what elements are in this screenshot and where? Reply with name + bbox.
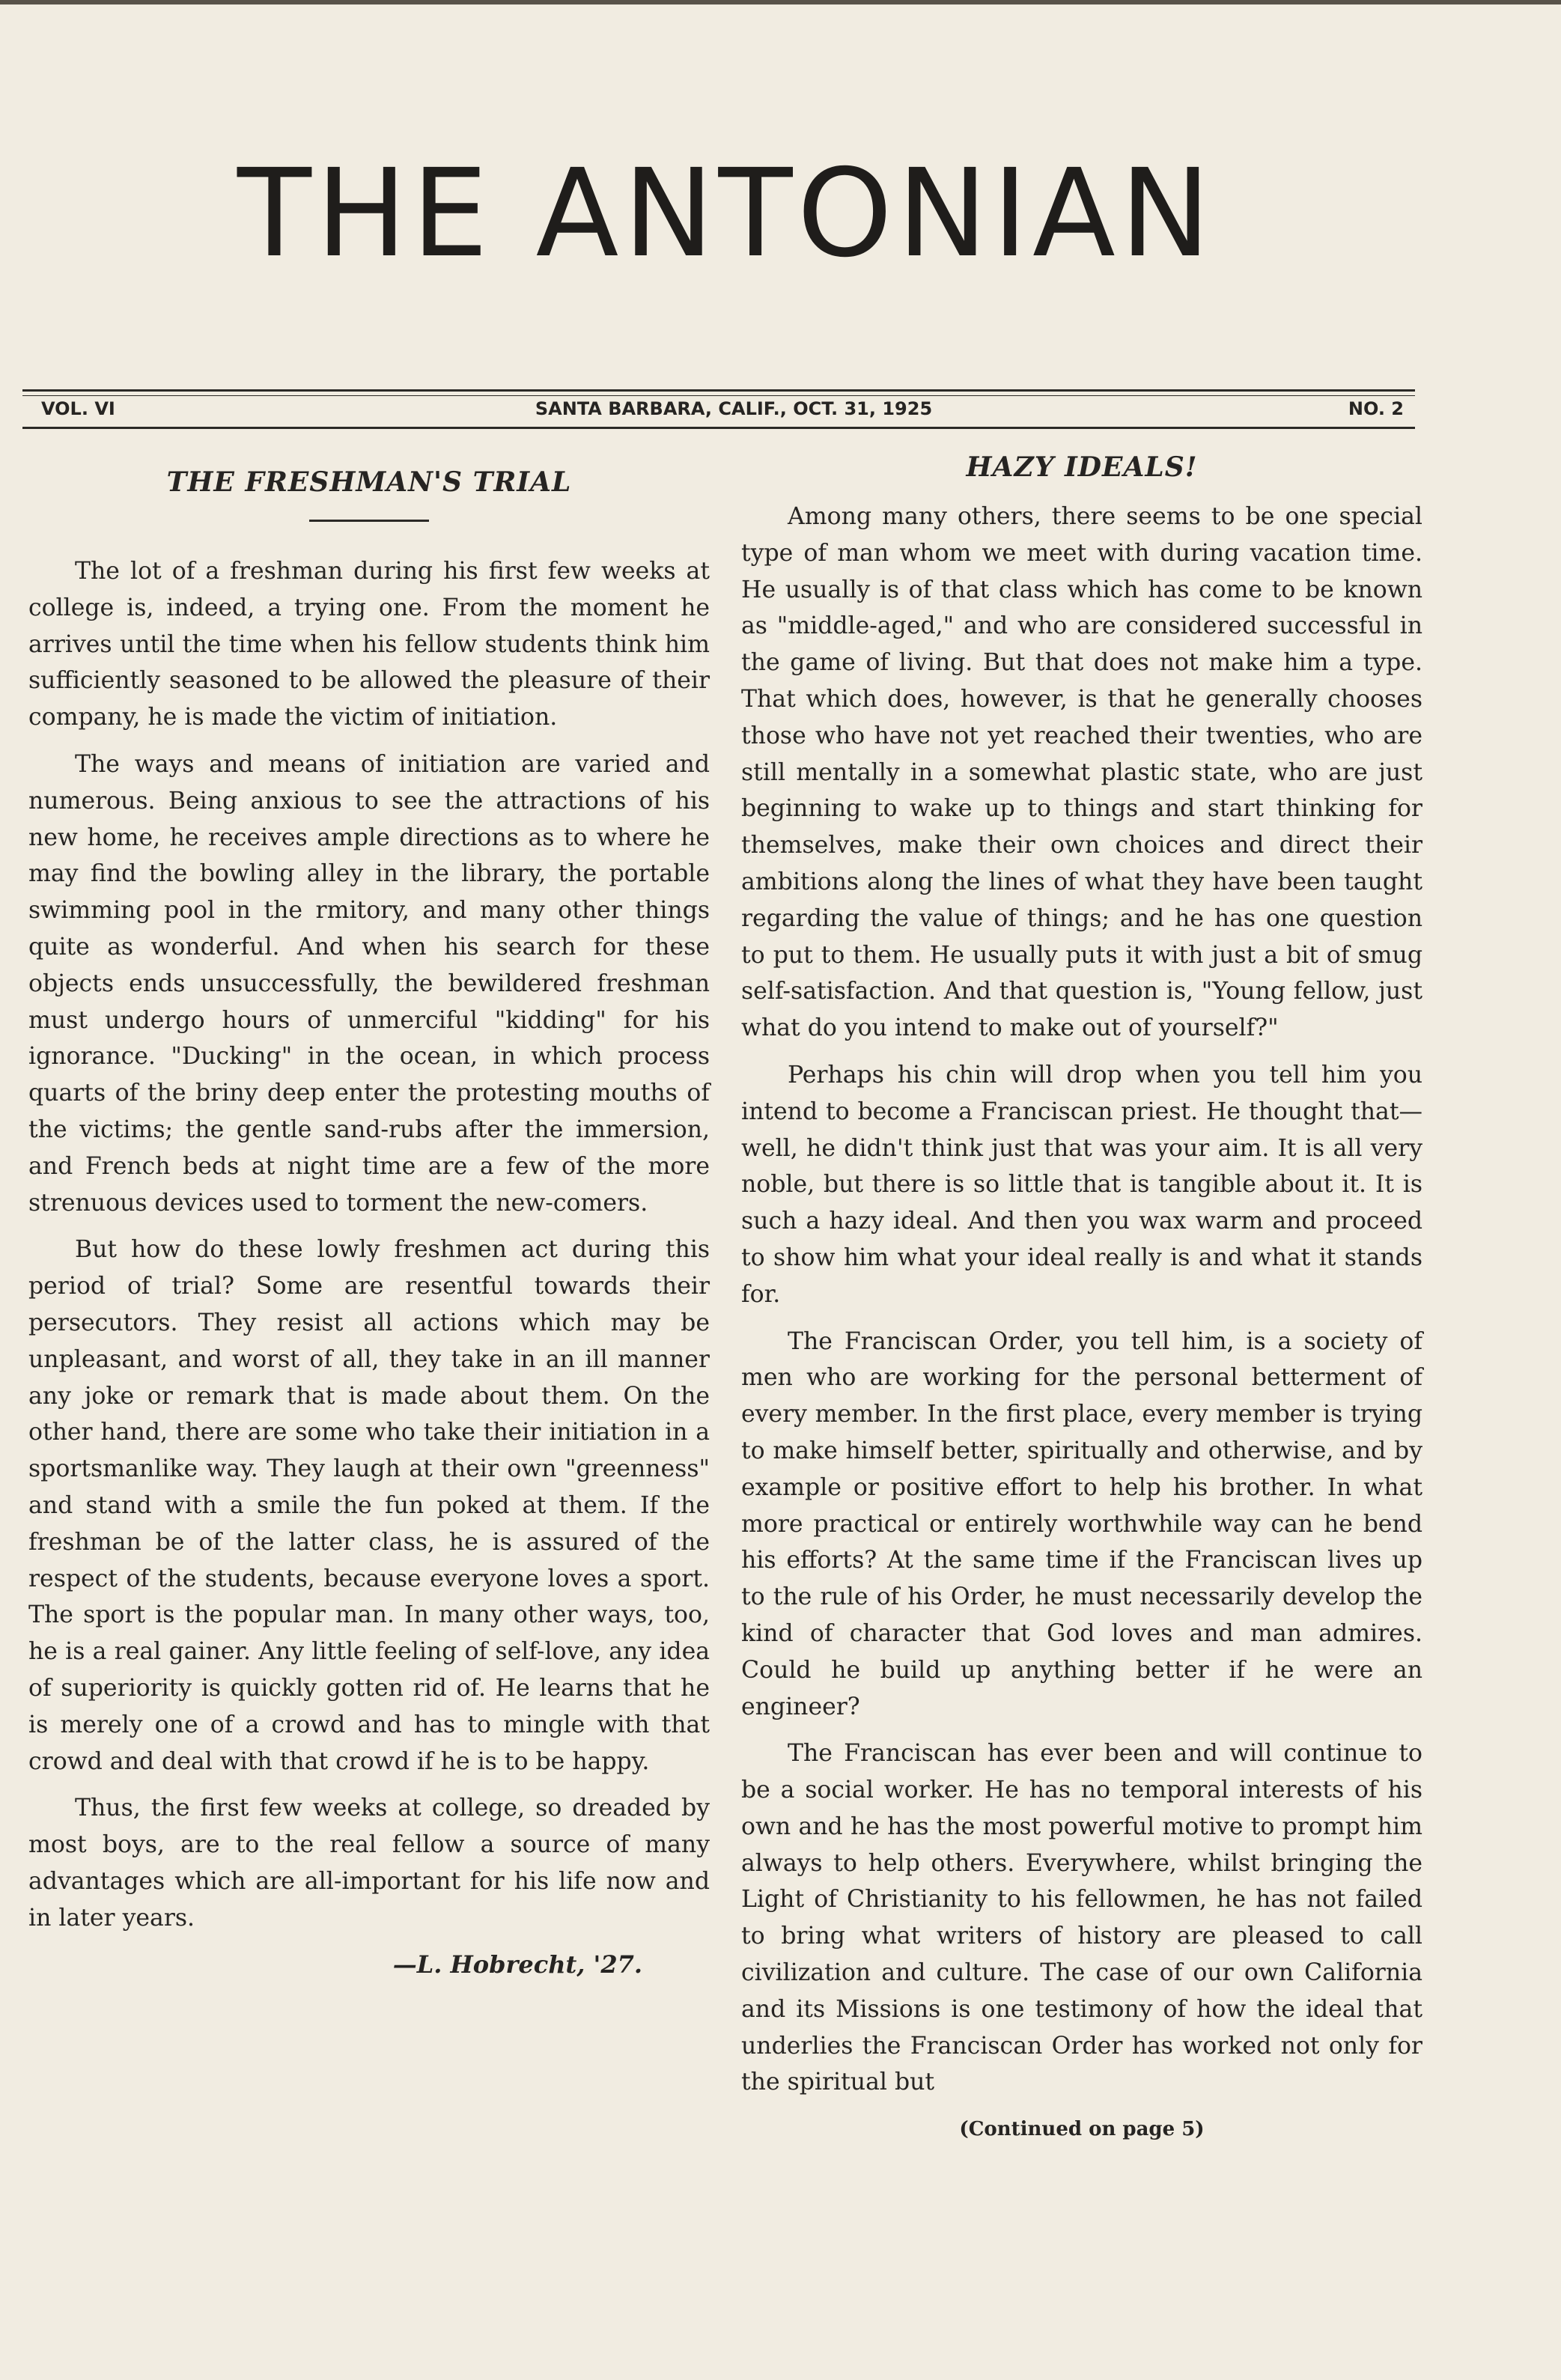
article-title-freshmans-trial: THE FRESHMAN'S TRIAL	[166, 466, 572, 498]
continued-note: (Continued on page 5)	[959, 2118, 1205, 2141]
masthead-rule-top	[22, 389, 1415, 392]
left-column	[28, 449, 710, 1983]
masthead-rule-top-thin	[22, 395, 1415, 396]
place-date-label: SANTA BARBARA, CALIF., OCT. 31, 1925	[535, 398, 933, 419]
right-column	[741, 449, 1422, 2148]
title-divider	[309, 520, 429, 522]
article-paragraph: The Franciscan has ever been and will continue to be a social worker. He has no temporal interests of his own and he has the most powerful motive to prompt him always to help others. Everywhere, whilst bringing the Light of Christianity to his fellowmen, he has not failed to bring what writers of history are pleased to call civilization and culture. The case of our own California and its Missions is one testimony of how the ideal that underlies the Franciscan Order has worked not only for the spiritual but	[741, 1740, 1422, 2096]
author-byline: —L. Hobrecht, '27.	[392, 1950, 642, 1979]
page-top-edge	[0, 0, 1561, 4]
volume-label: VOL. VI	[41, 398, 115, 419]
article-paragraph: The lot of a freshman during his first few weeks at college is, indeed, a trying one. From the moment he arrives until the time when his fellow students think him sufficiently seasoned to be allowed the pleasure of their company, he is made the victim of initiation.	[28, 558, 710, 731]
masthead-rule-bottom	[22, 427, 1415, 429]
article-paragraph: But how do these lowly freshmen act during this period of trial? Some are resentful towards their persecutors. They resist all actions which may be unpleasant, and worst of all, they take in an ill manner any joke or remark that is made about them. On the other hand, there are some who take their initiation in a sportsmanlike way. They laugh at their own "greenness" and stand with a smile the fun poked at them. If the freshman be of the latter class, he is assured of the respect of the students, because everyone loves a sport. The sport is the popular man. In many other ways, too, he is a real gainer. Any little feeling of self-love, any idea of superiority is quickly gotten rid of. He learns that he is merely one of a crowd and has to mingle with that crowd and deal with that crowd if he is to be happy.	[28, 1236, 710, 1775]
article-paragraph: Perhaps his chin will drop when you tell him you intend to become a Franciscan priest. He thought that—well, he didn't think just that was your aim. It is all very noble, but there is so little that is tangible about it. It is such a hazy ideal. And then you wax warm and proceed to show him what your ideal really is and what it stands for.	[741, 1061, 1422, 1308]
article-paragraph: Thus, the first few weeks at college, so dreaded by most boys, are to the real fellow a source of many advantages which are all-important for his life now and in later years.	[28, 1795, 710, 1932]
article-title-hazy-ideals: HAZY IDEALS!	[966, 451, 1198, 483]
article-paragraph: Among many others, there seems to be one special type of man whom we meet with during vacation time. He usually is of that class which has come to be known as "middle-aged," and who are considered successful in the game of living. But that does not make him a type. That which does, however, is that he generally chooses those who have not yet reached their twenties, who are still mentally in a somewhat plastic state, who are just beginning to wake up to things and start thinking for themselves, make their own choices and direct their ambitions along the lines of what they have been taught regarding the value of things; and he has one question to put to them. He usually puts it with just a bit of smug self-satisfaction. And that question is, "Young fellow, just what do you intend to make out of yourself?"	[741, 503, 1422, 1042]
masthead-title: THE ANTONIAN	[237, 144, 1216, 284]
issue-number-label: NO. 2	[1348, 398, 1404, 419]
article-paragraph: The Franciscan Order, you tell him, is a society of men who are working for the personal betterment of every member. In the first place, every member is trying to make himself better, spiritually and otherwise, and by example or positive effort to help his brother. In what more practical or entirely worthwhile way can he bend his efforts? At the same time if the Franciscan lives up to the rule of his Order, he must necessarily develop the kind of character that God loves and man admires. Could he build up anything better if he were an engineer?	[741, 1327, 1422, 1720]
article-paragraph: The ways and means of initiation are varied and numerous. Being anxious to see the attractions of his new home, he receives ample directions as to where he may find the bowling alley in the library, the portable swimming pool in the rmitory, and many other things quite as wonderful. And when his search for these objects ends unsuccessfully, the bewildered freshman must undergo hours of unmerciful "kidding" for his ignorance. "Ducking" in the ocean, in which process quarts of the briny deep enter the protesting mouths of the victims; the gentle sand-rubs after the immersion, and French beds at night time are a few of the more strenuous devices used to torment the new-comers.	[28, 750, 710, 1217]
